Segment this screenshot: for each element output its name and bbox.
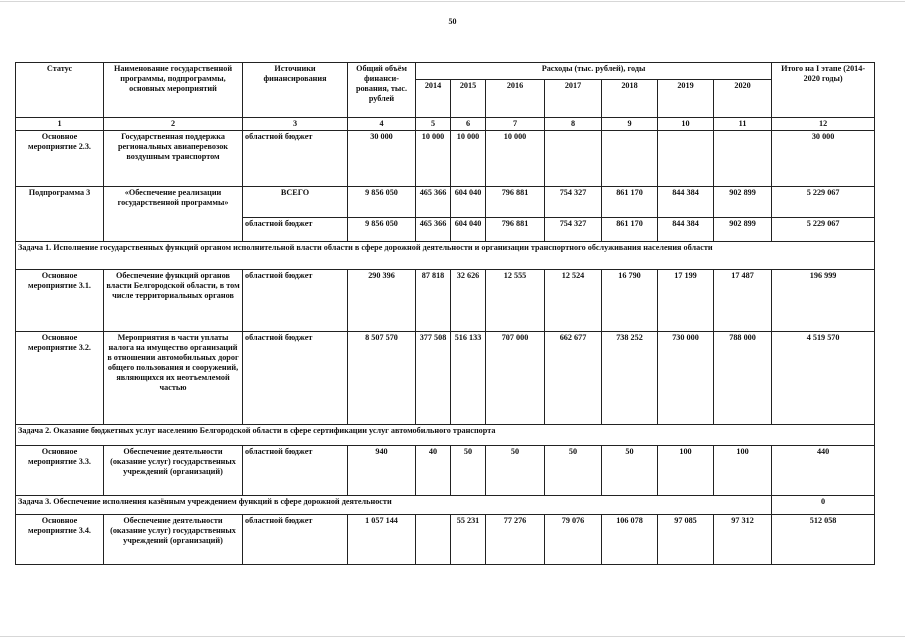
row-total: 30 000 [348,131,416,187]
column-number: 2 [104,118,243,131]
row-value: 77 276 [486,515,545,565]
row-status: Основное мероприятие 3.3. [16,446,104,496]
row-value: 465 366 [416,187,451,218]
column-number: 12 [772,118,875,131]
row-value [714,131,772,187]
row-status: Основное мероприятие 3.1. [16,270,104,332]
row-value: 12 555 [486,270,545,332]
row-value: 10 000 [416,131,451,187]
row-value: 10 000 [486,131,545,187]
column-number-row [16,118,875,131]
column-number: 5 [416,118,451,131]
row-value: 16 790 [602,270,658,332]
row-value: 87 818 [416,270,451,332]
column-number: 6 [451,118,486,131]
column-number: 11 [714,118,772,131]
task-row [16,425,875,446]
column-number: 9 [602,118,658,131]
row-status: Основное мероприятие 3.2. [16,332,104,425]
row-source: областной бюджет [243,270,348,332]
row-name: Обеспечение деятельности (оказание услуг) государственных учреждений (организаций) [104,515,243,565]
row-value: 604 040 [451,187,486,218]
row-value: 12 524 [545,270,602,332]
row-value [416,515,451,565]
row-value: 796 881 [486,187,545,218]
row-stage-total: 30 000 [772,131,875,187]
header-expenses: Расходы (тыс. рублей), годы [416,63,772,80]
row-total: 1 057 144 [348,515,416,565]
row-source: областной бюджет [243,131,348,187]
header-name: Наименование государственной программы, подпрограммы, основных мероприятий [104,63,243,118]
row-name: Обеспечение функций органов власти Белгородской области, в том числе территориальных органов [104,270,243,332]
row-value: 844 384 [658,218,714,242]
row-value: 17 199 [658,270,714,332]
row-name: Государственная поддержка региональных авиаперевозок воздушным транспортом [104,131,243,187]
row-stage-total: 440 [772,446,875,496]
row-value: 97 085 [658,515,714,565]
header-year: 2016 [486,80,545,118]
row-total: 290 396 [348,270,416,332]
row-value: 17 487 [714,270,772,332]
row-source: областной бюджет [243,515,348,565]
row-value [545,131,602,187]
task-row [16,242,875,270]
row-value: 662 677 [545,332,602,425]
row-total: 940 [348,446,416,496]
row-value: 796 881 [486,218,545,242]
page-number: 50 [448,17,457,26]
row-value: 32 626 [451,270,486,332]
column-number: 7 [486,118,545,131]
scan-edge-top [0,1,905,2]
column-number: 8 [545,118,602,131]
table-row [16,446,875,496]
table-row [16,187,875,218]
row-value: 738 252 [602,332,658,425]
row-value: 902 899 [714,218,772,242]
row-stage-total: 196 999 [772,270,875,332]
row-stage-total: 5 229 067 [772,187,875,218]
row-value: 106 078 [602,515,658,565]
task-3-text: Задача 3. Обеспечение исполнения казённым учреждением функций в сфере дорожной деятельности [16,496,772,515]
row-value: 861 170 [602,218,658,242]
row-name: «Обеспечение реализации государственной программы» [104,187,243,242]
task-1-text: Задача 1. Исполнение государственных функций органом исполнительной власти области в сфере дорожной деятельности и организации транспортного обслуживания населения области [16,242,875,270]
row-status: Основное мероприятие 3.4. [16,515,104,565]
row-stage-total: 512 058 [772,515,875,565]
column-number: 1 [16,118,104,131]
header-total-volume: Общий объём финанси-рования, тыс. рублей [348,63,416,118]
row-value: 604 040 [451,218,486,242]
row-value: 50 [545,446,602,496]
row-name: Обеспечение деятельности (оказание услуг) государственных учреждений (организаций) [104,446,243,496]
row-value: 100 [658,446,714,496]
row-value: 10 000 [451,131,486,187]
header-year: 2020 [714,80,772,118]
column-number: 10 [658,118,714,131]
row-value [658,131,714,187]
budget-table-container [15,62,875,565]
header-sources: Источники финансирования [243,63,348,118]
row-value: 754 327 [545,218,602,242]
row-value: 516 133 [451,332,486,425]
row-value: 377 508 [416,332,451,425]
header-stage-total: Итого на I этапе (2014-2020 годы) [772,63,875,118]
header-row [16,63,875,80]
row-value: 79 076 [545,515,602,565]
row-total: 9 856 050 [348,187,416,218]
column-number: 4 [348,118,416,131]
row-total: 9 856 050 [348,218,416,242]
row-value [602,131,658,187]
row-value: 844 384 [658,187,714,218]
row-value: 861 170 [602,187,658,218]
row-total: 8 507 570 [348,332,416,425]
row-name: Мероприятия в части уплаты налога на имущество организаций в отношении автомобильных дорог общего пользования и сооружений, являющихся их неотъемлемой частью [104,332,243,425]
row-stage-total: 5 229 067 [772,218,875,242]
header-year: 2019 [658,80,714,118]
row-value: 788 000 [714,332,772,425]
row-source: ВСЕГО [243,187,348,218]
row-value: 97 312 [714,515,772,565]
row-value: 465 366 [416,218,451,242]
table-row [16,270,875,332]
row-value: 100 [714,446,772,496]
row-source: областной бюджет [243,218,348,242]
row-value: 55 231 [451,515,486,565]
row-value: 50 [486,446,545,496]
row-source: областной бюджет [243,332,348,425]
task-2-text: Задача 2. Оказание бюджетных услуг населению Белгородской области в сфере сертификации услуг автомобильного транспорта [16,425,875,446]
table-row [16,332,875,425]
row-value: 902 899 [714,187,772,218]
row-stage-total: 4 519 570 [772,332,875,425]
row-value: 50 [451,446,486,496]
task-row [16,496,875,515]
row-value: 730 000 [658,332,714,425]
table-row [16,515,875,565]
header-year: 2014 [416,80,451,118]
row-value: 754 327 [545,187,602,218]
header-year: 2015 [451,80,486,118]
row-status: Основное мероприятие 2.3. [16,131,104,187]
row-value: 40 [416,446,451,496]
row-source: областной бюджет [243,446,348,496]
table-row [16,131,875,187]
budget-table [15,62,875,565]
task-3-value: 0 [772,496,875,515]
scan-edge-bottom [0,636,905,637]
row-value: 707 000 [486,332,545,425]
row-value: 50 [602,446,658,496]
header-year: 2017 [545,80,602,118]
header-status: Статус [16,63,104,118]
column-number: 3 [243,118,348,131]
header-year: 2018 [602,80,658,118]
row-status: Подпрограмма 3 [16,187,104,242]
